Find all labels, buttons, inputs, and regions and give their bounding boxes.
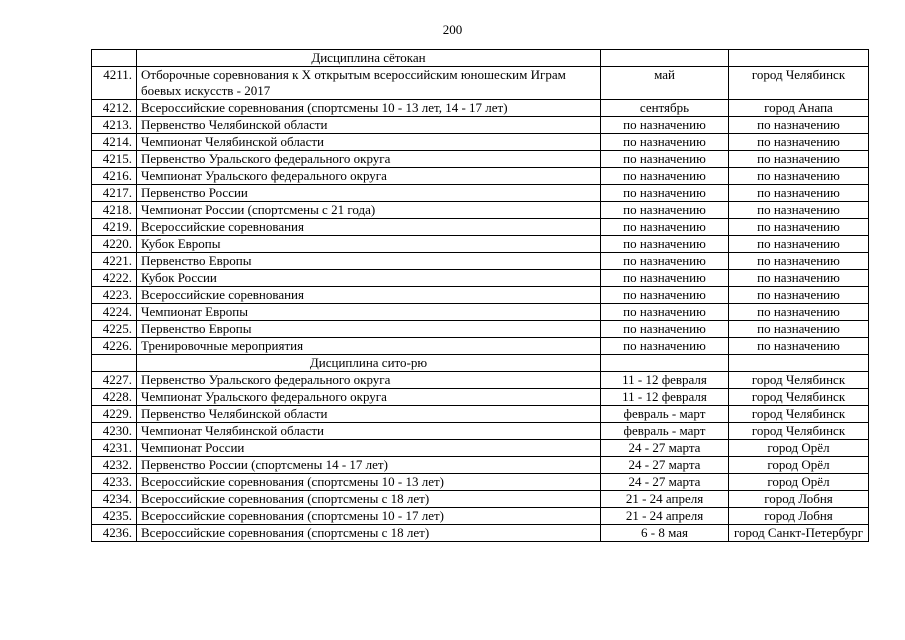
table-row xyxy=(92,474,869,491)
section-header-empty-cell xyxy=(92,50,137,67)
event-place: по назначению xyxy=(729,151,869,168)
row-number: 4220. xyxy=(92,236,137,253)
section-title: Дисциплина сито-рю xyxy=(137,355,601,372)
table-row xyxy=(92,440,869,457)
table-row xyxy=(92,287,869,304)
event-name: Кубок Европы xyxy=(137,236,601,253)
table-row xyxy=(92,67,869,100)
table-row xyxy=(92,151,869,168)
event-place: город Челябинск xyxy=(729,372,869,389)
event-name: Всероссийские соревнования (спортсмены с 18 лет) xyxy=(137,525,601,542)
table-row xyxy=(92,270,869,287)
event-place: по назначению xyxy=(729,270,869,287)
event-place: по назначению xyxy=(729,185,869,202)
table-row xyxy=(92,423,869,440)
events-table xyxy=(91,49,869,542)
event-name: Всероссийские соревнования (спортсмены 10 - 13 лет, 14 - 17 лет) xyxy=(137,100,601,117)
event-date: 24 - 27 марта xyxy=(601,440,729,457)
event-name: Тренировочные мероприятия xyxy=(137,338,601,355)
event-place: город Анапа xyxy=(729,100,869,117)
section-header-empty-cell xyxy=(729,50,869,67)
table-row xyxy=(92,185,869,202)
table-row xyxy=(92,372,869,389)
table-row xyxy=(92,304,869,321)
event-name: Чемпионат Европы xyxy=(137,304,601,321)
section-header-empty-cell xyxy=(601,50,729,67)
row-number: 4218. xyxy=(92,202,137,219)
event-place: город Орёл xyxy=(729,474,869,491)
event-place: по назначению xyxy=(729,202,869,219)
row-number: 4217. xyxy=(92,185,137,202)
table-row xyxy=(92,406,869,423)
event-name: Всероссийские соревнования (спортсмены 10 - 17 лет) xyxy=(137,508,601,525)
event-place: по назначению xyxy=(729,117,869,134)
table-row xyxy=(92,508,869,525)
table-row xyxy=(92,219,869,236)
event-name: Первенство России (спортсмены 14 - 17 лет) xyxy=(137,457,601,474)
row-number: 4230. xyxy=(92,423,137,440)
table-row xyxy=(92,117,869,134)
event-date: по назначению xyxy=(601,236,729,253)
row-number: 4219. xyxy=(92,219,137,236)
event-date: по назначению xyxy=(601,185,729,202)
table-row xyxy=(92,253,869,270)
page-number: 200 xyxy=(442,22,463,37)
table-row xyxy=(92,100,869,117)
event-name: Первенство Уральского федерального округа xyxy=(137,372,601,389)
event-place: по назначению xyxy=(729,287,869,304)
event-name: Первенство Европы xyxy=(137,253,601,270)
event-place: город Орёл xyxy=(729,457,869,474)
row-number: 4225. xyxy=(92,321,137,338)
table-row xyxy=(92,457,869,474)
event-date: 21 - 24 апреля xyxy=(601,508,729,525)
row-number: 4223. xyxy=(92,287,137,304)
event-date: 6 - 8 мая xyxy=(601,525,729,542)
event-date: по назначению xyxy=(601,338,729,355)
row-number: 4229. xyxy=(92,406,137,423)
section-header-row xyxy=(92,355,869,372)
event-place: город Челябинск xyxy=(729,389,869,406)
row-number: 4234. xyxy=(92,491,137,508)
event-date: по назначению xyxy=(601,287,729,304)
event-date: сентябрь xyxy=(601,100,729,117)
row-number: 4226. xyxy=(92,338,137,355)
table-row xyxy=(92,491,869,508)
event-place: город Челябинск xyxy=(729,423,869,440)
event-date: по назначению xyxy=(601,202,729,219)
event-name: Чемпионат России (спортсмены с 21 года) xyxy=(137,202,601,219)
event-name: Всероссийские соревнования xyxy=(137,287,601,304)
event-date: по назначению xyxy=(601,151,729,168)
section-title: Дисциплина сётокан xyxy=(137,50,601,67)
row-number: 4236. xyxy=(92,525,137,542)
event-name: Отборочные соревнования к X открытым всероссийским юношеским Играм боевых искусств - 2017 xyxy=(137,67,601,100)
event-place: город Челябинск xyxy=(729,406,869,423)
table-row xyxy=(92,389,869,406)
event-date: по назначению xyxy=(601,168,729,185)
event-date: февраль - март xyxy=(601,423,729,440)
section-header-empty-cell xyxy=(601,355,729,372)
event-place: город Лобня xyxy=(729,491,869,508)
row-number: 4231. xyxy=(92,440,137,457)
event-name: Всероссийские соревнования (спортсмены с 18 лет) xyxy=(137,491,601,508)
section-header-empty-cell xyxy=(729,355,869,372)
event-date: 11 - 12 февраля xyxy=(601,372,729,389)
event-date: по назначению xyxy=(601,134,729,151)
table-row xyxy=(92,525,869,542)
event-place: по назначению xyxy=(729,321,869,338)
event-date: по назначению xyxy=(601,219,729,236)
event-place: город Санкт-Петербург xyxy=(729,525,869,542)
event-place: по назначению xyxy=(729,338,869,355)
event-name: Кубок России xyxy=(137,270,601,287)
row-number: 4227. xyxy=(92,372,137,389)
event-place: по назначению xyxy=(729,253,869,270)
event-place: город Лобня xyxy=(729,508,869,525)
row-number: 4222. xyxy=(92,270,137,287)
row-number: 4212. xyxy=(92,100,137,117)
event-name: Чемпионат Уральского федерального округа xyxy=(137,389,601,406)
event-place: по назначению xyxy=(729,219,869,236)
event-name: Первенство России xyxy=(137,185,601,202)
table-row xyxy=(92,321,869,338)
section-header-row xyxy=(92,50,869,67)
event-name: Всероссийские соревнования xyxy=(137,219,601,236)
event-place: по назначению xyxy=(729,236,869,253)
events-table-body xyxy=(92,50,869,542)
event-place: город Челябинск xyxy=(729,67,869,100)
row-number: 4235. xyxy=(92,508,137,525)
row-number: 4215. xyxy=(92,151,137,168)
event-date: по назначению xyxy=(601,117,729,134)
event-name: Чемпионат Уральского федерального округа xyxy=(137,168,601,185)
event-place: город Орёл xyxy=(729,440,869,457)
table-row xyxy=(92,338,869,355)
event-place: по назначению xyxy=(729,304,869,321)
event-name: Первенство Европы xyxy=(137,321,601,338)
table-row xyxy=(92,202,869,219)
row-number: 4228. xyxy=(92,389,137,406)
event-date: 24 - 27 марта xyxy=(601,474,729,491)
row-number: 4233. xyxy=(92,474,137,491)
row-number: 4213. xyxy=(92,117,137,134)
event-date: 24 - 27 марта xyxy=(601,457,729,474)
row-number: 4216. xyxy=(92,168,137,185)
event-date: по назначению xyxy=(601,304,729,321)
event-date: по назначению xyxy=(601,270,729,287)
table-row xyxy=(92,168,869,185)
event-name: Чемпионат Челябинской области xyxy=(137,134,601,151)
row-number: 4211. xyxy=(92,67,137,100)
table-row xyxy=(92,134,869,151)
table-row xyxy=(92,236,869,253)
event-place: по назначению xyxy=(729,168,869,185)
row-number: 4221. xyxy=(92,253,137,270)
event-date: май xyxy=(601,67,729,100)
event-name: Чемпионат России xyxy=(137,440,601,457)
event-place: по назначению xyxy=(729,134,869,151)
row-number: 4232. xyxy=(92,457,137,474)
event-name: Первенство Челябинской области xyxy=(137,117,601,134)
event-date: по назначению xyxy=(601,253,729,270)
event-name: Всероссийские соревнования (спортсмены 10 - 13 лет) xyxy=(137,474,601,491)
event-name: Первенство Челябинской области xyxy=(137,406,601,423)
section-header-empty-cell xyxy=(92,355,137,372)
event-name: Первенство Уральского федерального округа xyxy=(137,151,601,168)
row-number: 4214. xyxy=(92,134,137,151)
row-number: 4224. xyxy=(92,304,137,321)
event-date: февраль - март xyxy=(601,406,729,423)
event-date: 21 - 24 апреля xyxy=(601,491,729,508)
event-name: Чемпионат Челябинской области xyxy=(137,423,601,440)
event-date: 11 - 12 февраля xyxy=(601,389,729,406)
event-date: по назначению xyxy=(601,321,729,338)
